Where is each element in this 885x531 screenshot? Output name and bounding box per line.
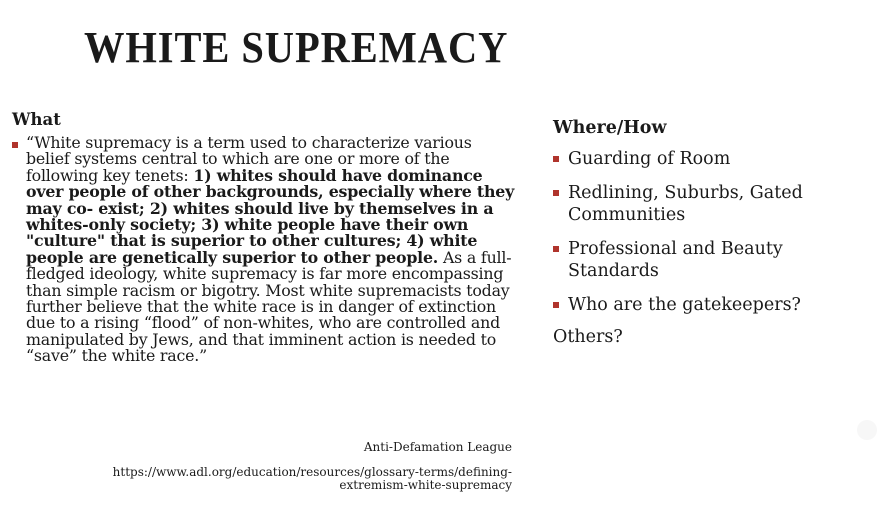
quote-intro: “White supremacy is a term used to characterize various belief systems central to which are one or more of the following key tenets: xyxy=(26,133,472,185)
where-how-section xyxy=(553,118,853,348)
square-bullet-icon xyxy=(553,156,559,162)
definition-bullet xyxy=(12,135,517,365)
others-text: Others? xyxy=(553,327,623,347)
slide-title: WHITE SUPREMACY xyxy=(84,23,509,72)
source-url: https://www.adl.org/education/resources/glossary-terms/defining-extremism-white-supremacy xyxy=(112,465,512,492)
what-heading: What xyxy=(12,110,61,129)
list-item xyxy=(553,294,853,316)
list-item-text: Professional and Beauty Standards xyxy=(568,239,783,281)
list-item-text: Guarding of Room xyxy=(568,149,731,169)
square-bullet-icon xyxy=(553,302,559,308)
square-bullet-icon xyxy=(553,190,559,196)
square-bullet-icon xyxy=(12,142,18,148)
where-how-heading: Where/How xyxy=(553,118,667,138)
quote-tenets: 1) whites should have dominance over people of other backgrounds, especially where they may co- exist; 2) whites should live by themselves in a whites-only society; 3) white people have their own "culture" that is superior to other cultures; 4) white people are genetically superior to other people. xyxy=(26,165,515,267)
list-item xyxy=(553,148,853,170)
list-item-text: Who are the gatekeepers? xyxy=(568,295,801,315)
definition-quote xyxy=(26,135,517,365)
quote-rest: As a full-fledged ideology, white supremacy is far more encompassing than simple racism or bigotry. Most white supremacists today further believe that the white race is in danger of extinction due to a rising “flood” of non-whites, who are controlled and manipulated by Jews, and that imminent action is needed to “save” the white race.” xyxy=(26,247,512,366)
list-item xyxy=(553,182,853,226)
slide-nav-button[interactable] xyxy=(857,420,877,440)
list-item xyxy=(553,238,853,282)
source-name: Anti-Defamation League xyxy=(363,440,512,454)
what-section xyxy=(12,110,517,365)
square-bullet-icon xyxy=(553,246,559,252)
list-item-text: Redlining, Suburbs, Gated Communities xyxy=(568,183,803,225)
where-how-list xyxy=(553,148,853,316)
